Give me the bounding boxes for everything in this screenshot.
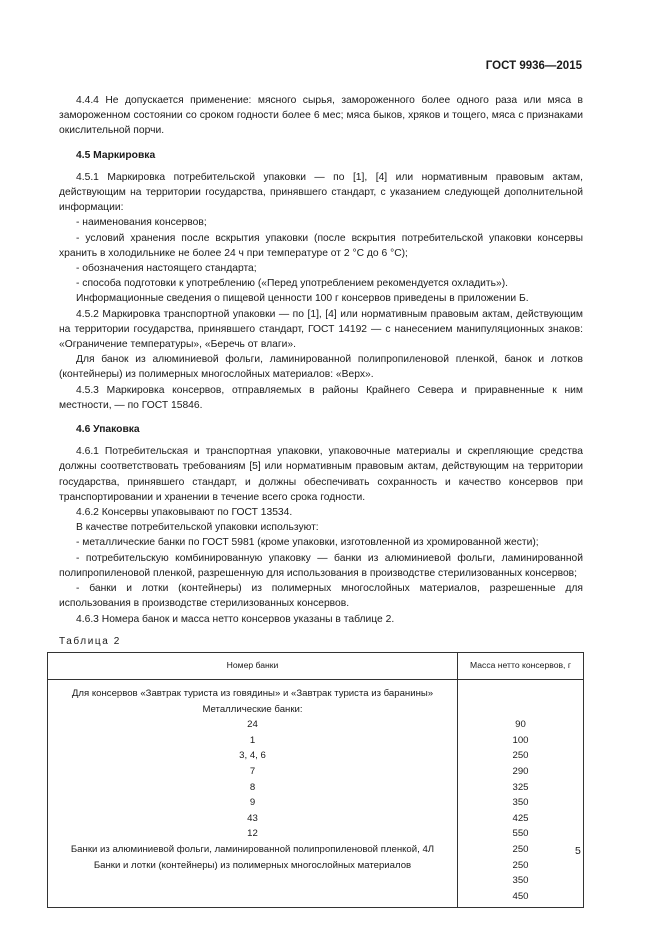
cell-can: 9	[48, 795, 458, 811]
list-item: - потребительскую комбинированную упаковку — банки из алюминиевой фольги, ламинированной полипропиленовой пленкой, разрешенную для использования в производстве стерилизованных консервов;	[59, 552, 583, 579]
cell-mass: 325	[458, 779, 584, 795]
header-can-number: Номер банки	[48, 652, 458, 679]
list-item: - условий хранения после вскрытия упаковки (после вскрытия потребительской упаковки консервы хранить в холодильнике не более 24 ч при температуре от 2 °С до 6 °С);	[59, 232, 583, 259]
table-row	[48, 857, 584, 873]
cell-mass: 290	[458, 764, 584, 780]
clause-4-6-3: 4.6.3 Номера банок и масса нетто консервов указаны в таблице 2.	[76, 613, 395, 625]
cell-can: 8	[48, 779, 458, 795]
cell-mass: 100	[458, 733, 584, 749]
clause-4-6-2: 4.6.2 Консервы упаковывают по ГОСТ 13534.	[76, 507, 293, 519]
cell-mass: 425	[458, 811, 584, 827]
list-item: - металлические банки по ГОСТ 5981 (кроме упаковки, изготовленной из хромированной жести);	[76, 537, 539, 549]
info-note: Информационные сведения о пищевой ценности 100 г консервов приведены в приложении Б.	[76, 293, 529, 305]
clause-4-5-2: 4.5.2 Маркировка транспортной упаковки — по [1], [4] или нормативным правовым актам, действующим на территории государства, принявшего стандарт, ГОСТ 14192 — с нанесением манипуляционных знаков: «Ограничение температуры», «Беречь от влаги».	[59, 308, 583, 351]
cell-can: Банки и лотки (контейнеры) из полимерных многослойных материалов	[48, 857, 458, 873]
clause-4-5-2-extra: Для банок из алюминиевой фольги, ламинированной полипропиленовой пленкой, банок и лотков (контейнеры) из полимерных многослойных материалов: «Верх».	[59, 354, 583, 381]
cell-can	[48, 889, 458, 908]
cell-can: 24	[48, 717, 458, 733]
header-net-mass: Масса нетто консервов, г	[458, 652, 584, 679]
list-item: - наименования консервов;	[76, 217, 207, 229]
document-body	[59, 93, 583, 908]
table-row	[48, 764, 584, 780]
clause-4-4-4: 4.4.4 Не допускается применение: мясного сырья, замороженного более одного раза или мяса в замороженном состоянии со сроком годности более 6 мес; мяса быков, хряков и тощего, мяса с признаками окислительной порчи.	[59, 95, 583, 137]
table-row	[48, 679, 584, 701]
cell-can: Для консервов «Завтрак туриста из говядины» и «Завтрак туриста из баранины»	[48, 679, 458, 701]
clause-4-5-3: 4.5.3 Маркировка консервов, отправляемых в районы Крайнего Севера и приравненные к ним местности, — по ГОСТ 15846.	[59, 384, 583, 411]
page-number: 5	[575, 845, 581, 857]
cell-mass: 350	[458, 873, 584, 889]
list-item: - способа подготовки к употреблению («Перед употреблением рекомендуется охладить»).	[76, 278, 509, 290]
table-row	[48, 873, 584, 889]
table-row	[48, 779, 584, 795]
cell-can: 12	[48, 826, 458, 842]
table-caption: Таблица 2	[59, 635, 121, 647]
cell-can	[48, 873, 458, 889]
cell-mass: 250	[458, 857, 584, 873]
clause-4-6-1: 4.6.1 Потребительская и транспортная упаковки, упаковочные материалы и скрепляющие средства должны соответствовать требованиям [5] или нормативным правовым актам, действующим на территории государства, принявшего стандарт, и должны обеспечивать сохранность и качество консервов при транспортировании и хранении в течение всего срока годности.	[59, 446, 583, 503]
section-heading-packaging: 4.6 Упаковка	[76, 424, 140, 436]
table-row	[48, 826, 584, 842]
cell-can: Банки из алюминиевой фольги, ламинированной полипропиленовой пленкой, 4Л	[48, 842, 458, 858]
cell-mass: 450	[458, 889, 584, 908]
table-row	[48, 842, 584, 858]
can-weight-table	[47, 652, 584, 908]
table-row	[48, 795, 584, 811]
list-item: - обозначения настоящего стандарта;	[76, 263, 257, 275]
table-row	[48, 733, 584, 749]
clause-4-6-2-intro: В качестве потребительской упаковки используют:	[76, 522, 319, 534]
list-item: - банки и лотки (контейнеры) из полимерных многослойных материалов, разрешенные для использования в производстве стерилизованных консервов.	[59, 583, 583, 610]
cell-can: 3, 4, 6	[48, 748, 458, 764]
table-row	[48, 889, 584, 908]
cell-mass: 550	[458, 826, 584, 842]
cell-mass: 250	[458, 748, 584, 764]
cell-can: 1	[48, 733, 458, 749]
clause-4-5-1: 4.5.1 Маркировка потребительской упаковки — по [1], [4] или нормативным правовым актам, действующим на территории государства, принявшего стандарт, с указанием следующей дополнительной информации:	[59, 171, 583, 214]
cell-mass: 350	[458, 795, 584, 811]
cell-can: 7	[48, 764, 458, 780]
table-row	[48, 748, 584, 764]
section-heading-marking: 4.5 Маркировка	[76, 149, 156, 161]
cell-can: Металлические банки:	[48, 702, 458, 718]
cell-mass	[458, 702, 584, 718]
cell-mass: 90	[458, 717, 584, 733]
table-row	[48, 702, 584, 718]
table-row	[48, 717, 584, 733]
cell-mass: 250	[458, 842, 584, 858]
cell-can: 43	[48, 811, 458, 827]
cell-mass	[458, 679, 584, 701]
table-row	[48, 811, 584, 827]
document-id: ГОСТ 9936—2015	[485, 60, 582, 72]
table-header-row	[48, 652, 584, 679]
